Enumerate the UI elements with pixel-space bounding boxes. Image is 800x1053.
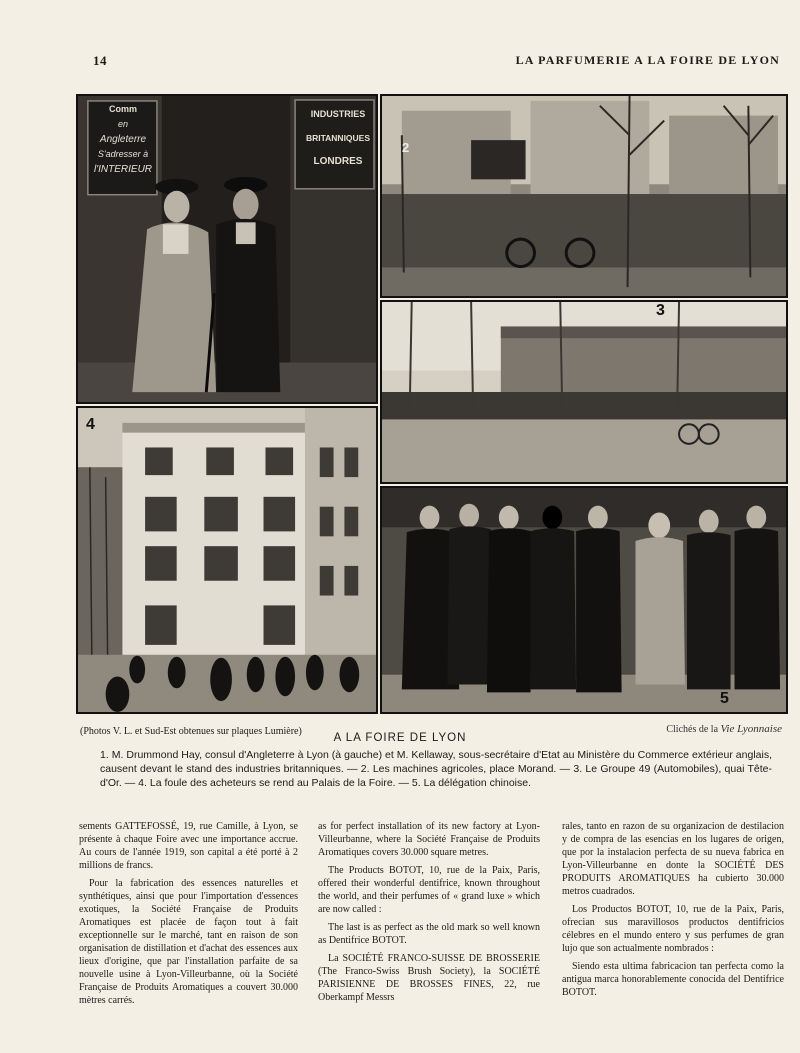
- photo-number-5: 5: [720, 690, 729, 707]
- text-column-english: [318, 820, 540, 1009]
- cliche-credit-source: Vie Lyonnaise: [720, 723, 782, 735]
- sign-left-line-3: Angleterre: [99, 134, 147, 145]
- photo-agricultural-machines: [380, 94, 788, 298]
- sign-left-line-4: S'adresser à: [97, 149, 149, 159]
- paragraph: The Products BOTOT, 10, rue de la Paix, Paris, offered their wonderful dentifrice, known throughout the world, and their perfumes of « grand luxe » which are now called :: [318, 865, 540, 915]
- sign-left-line-5: l'INTERIEUR: [93, 164, 153, 175]
- paragraph: rales, tanto en razon de su organizacion de destilacion y de compra de las esencias en los lugares de origen, que por la instalacion perfecta de su nueva fabrica en Lyon-Villeurbanne en donte la SOCIÉTÉ DES PRODUITS AROMATIQUES ha cubierto 30.000 metros cuadrados.: [562, 821, 784, 897]
- paragraph: Los Productos BOTOT, 10, rue de la Paix, Paris, ofrecian sus maravillosos productos dentifricios célebres en el mundo entero y sus perfumes de gran lujo que son actualmente nombrados :: [562, 904, 784, 954]
- photo-number-2: 2: [402, 140, 410, 155]
- photo-number-4: 4: [86, 416, 95, 433]
- running-title: LA PARFUMERIE A LA FOIRE DE LYON: [515, 53, 780, 67]
- paragraph: Siendo esta ultima fabricacion tan perfecta como la antigua marca honorablemente conocida del Dentifrice BOTOT.: [562, 961, 784, 998]
- text-column-spanish: [562, 820, 784, 1004]
- paragraph: The last is as perfect as the old mark so well known as Dentifrice BOTOT.: [318, 922, 540, 946]
- photo-caption: 1. M. Drummond Hay, consul d'Angleterre à Lyon (à gauche) et M. Kellaway, sous-secrétaire d'Etat au Ministère du Commerce extérieur anglais, causent devant le stand des industries britanniques. — 2. Les machines agricoles, place Morand. — 3. Le Groupe 49 (Automobiles), quai Tête-d'Or. — 4. La foule des acheteurs se rend au Palais de la Foire. — 5. La délégation chinoise.: [100, 749, 772, 789]
- paragraph: sements GATTEFOSSÉ, 19, rue Camille, à Lyon, se présente à chaque Foire avec une importance accrue. Au cours de l'année 1919, son capital a été porté à 2 millions de francs.: [79, 821, 298, 871]
- photo-credit: (Photos V. L. et Sud-Est obtenues sur plaques Lumière): [80, 726, 302, 737]
- sign-left-line-1: Comm: [108, 104, 137, 114]
- sign-right-line-2: BRITANNIQUES: [305, 133, 371, 143]
- paragraph: La SOCIÉTÉ FRANCO-SUISSE DE BROSSERIE (The Franco-Swiss Brush Society), la SOCIÉTÉ PARISIENNE DE BROSSES FINES, 22, rue Oberkampf Messrs: [318, 953, 540, 1003]
- photo-chinese-delegation: [380, 486, 788, 714]
- page-number: 14: [93, 53, 107, 68]
- section-title: A LA FOIRE DE LYON: [333, 732, 467, 744]
- text-column-french: [79, 820, 298, 1012]
- photo-palais-de-la-foire: [76, 406, 378, 714]
- paragraph: as for perfect installation of its new factory at Lyon-Villeurbanne, where la Société Française de Produits Aromatiques covers 30.000 square metres.: [318, 821, 540, 858]
- sign-right-line-1: INDUSTRIES: [310, 109, 366, 119]
- photo-british-stand: [76, 94, 378, 404]
- photo-number-3: 3: [656, 302, 665, 319]
- sign-right-line-3: LONDRES: [313, 156, 363, 167]
- photo-collage: [76, 94, 788, 714]
- sign-left-line-2: en: [117, 119, 128, 129]
- cliche-credit-prefix: Clichés de la: [666, 724, 721, 735]
- photo-automobiles: [380, 300, 788, 484]
- paragraph: Pour la fabrication des essences naturelles et synthétiques, ainsi que pour l'importation d'essences exotiques, la Société Française de Produits Aromatiques est placée de façon tout à fait exceptionnelle sur le marché, tant en raison de son organisation de distillation et d'achat des essences aux lieux d'origine, que par l'installation parfaite de sa nouvelle usine à Lyon-Villeurbanne, où la Société Française de Produits Aromatiques a couvert 30.000 mètres carrés.: [79, 878, 298, 1006]
